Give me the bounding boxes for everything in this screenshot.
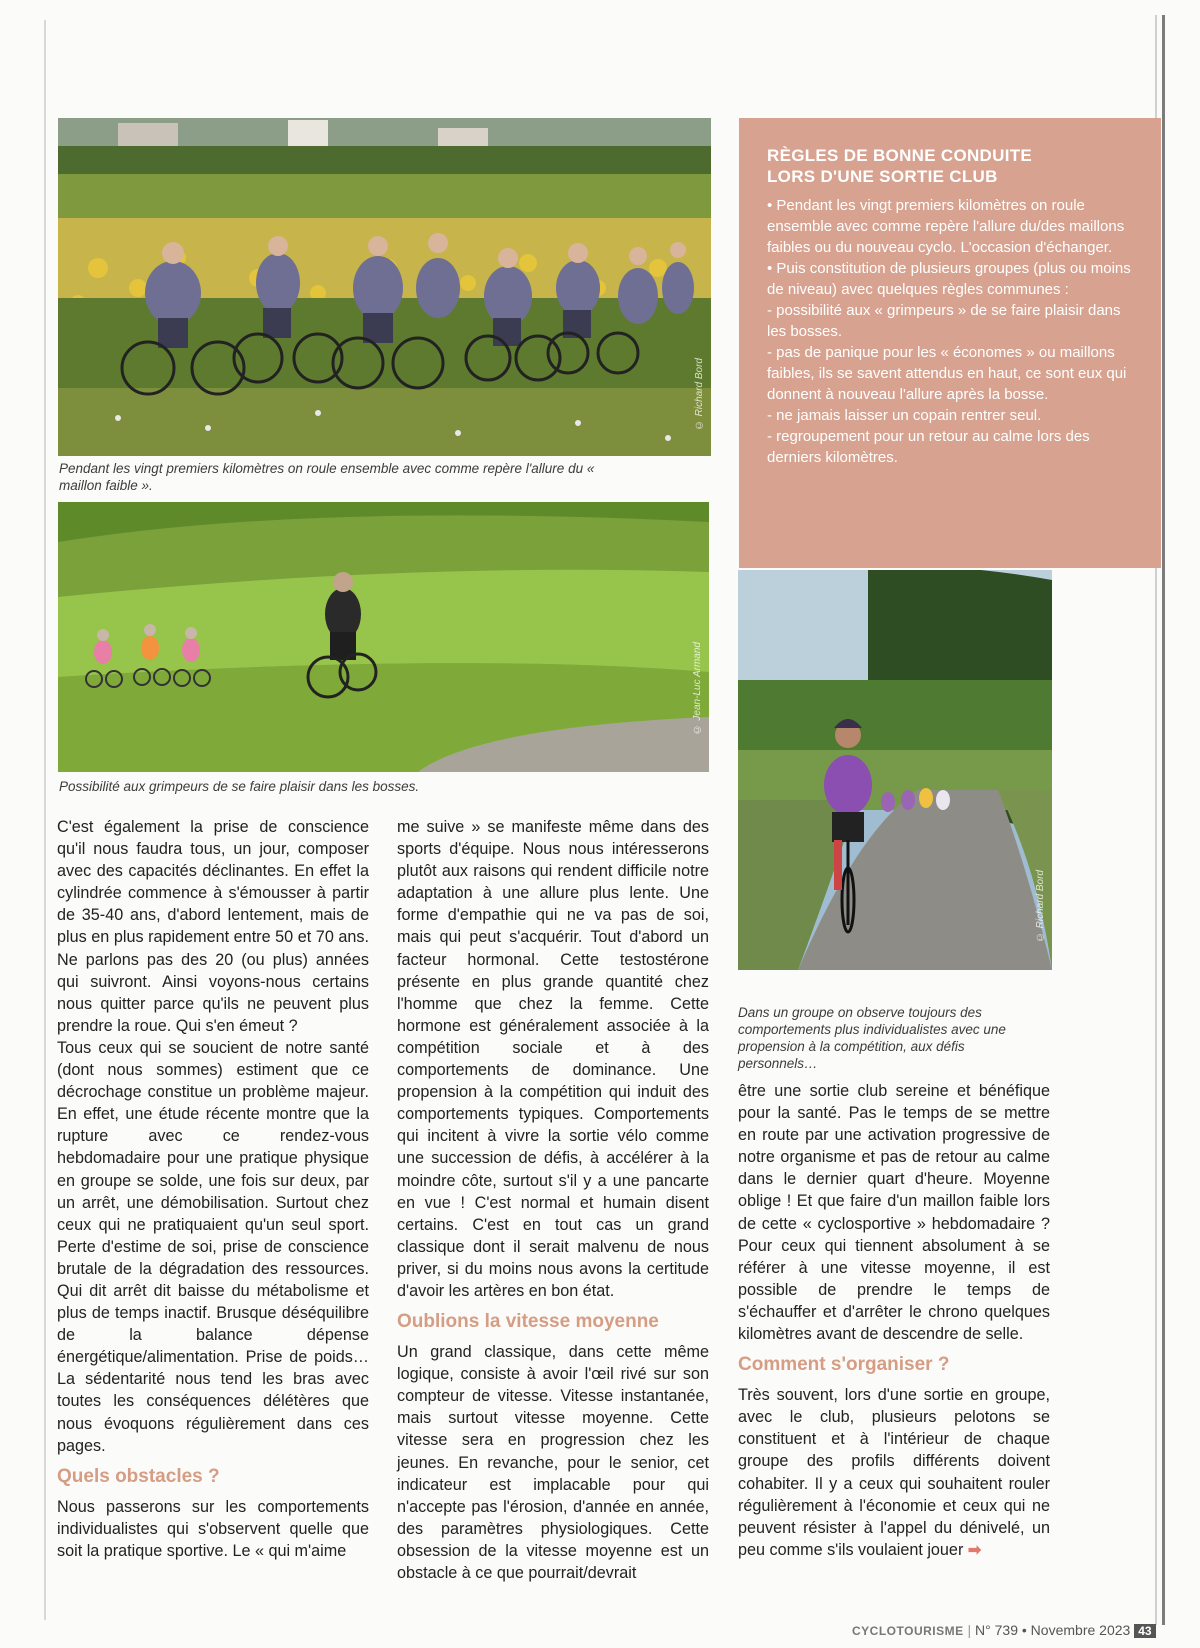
photo-climbers — [58, 502, 709, 772]
article-column-3 — [738, 1080, 1050, 1561]
rules-box-line: - possibilité aux « grimpeurs » de se faire plaisir dans les bosses. — [767, 302, 1121, 340]
photo-credit-middle: © Jean-Luc Armand — [692, 642, 703, 735]
page-edge-left — [44, 20, 46, 1620]
photo-peloton-art — [58, 118, 711, 456]
subheading-quels-obstacles: Quels obstacles ? — [57, 1465, 220, 1487]
footer-separator: | — [967, 1622, 976, 1638]
page-footer — [852, 1622, 1152, 1638]
photo-peloton — [58, 118, 711, 456]
article-paragraph: être une sortie club sereine et bénéfique pour la santé. Pas le temps de se mettre en route par une activation progressive de notre organisme et pas de retour au calme dans le dernier quart d'heure. Moyenne oblige ! Et que faire d'un maillon faible lors de cette « cyclosportive » hebdomadaire ? Pour ceux qui tiennent absolument à se référer à une vitesse moyenne, il est possible de prendre le temps de s'échauffer et d'arrêter le chrono quelques kilomètres avant de descendre de selle. — [738, 1082, 1050, 1344]
rules-box — [739, 118, 1161, 568]
subheading-vitesse-moyenne: Oublions la vitesse moyenne — [397, 1311, 659, 1333]
page-number: 43 — [1134, 1624, 1155, 1638]
article-column-1 — [57, 816, 369, 1562]
caption-middle: Possibilité aux grimpeurs de se faire plaisir dans les bosses. — [59, 779, 420, 794]
issue-info: N° 739 • Novembre 2023 — [975, 1622, 1131, 1638]
caption-right: Dans un groupe on observe toujours des comportements plus individualistes avec une propension à la compétition, aux défis personnels… — [738, 1005, 1006, 1071]
article-paragraph-text: Très souvent, lors d'une sortie en groupe, avec le club, plusieurs pelotons se constituent et à l'intérieur de chaque groupe des profils différents doivent cohabiter. Il y a ceux qui souhaitent rouler régulièrement à l'économie et ceux qui ne peuvent résister à l'appel du dénivelé, un peu comme s'ils voulaient jouer — [738, 1386, 1050, 1559]
article-paragraph: Un grand classique, dans cette même logique, consiste à avoir l'œil rivé sur son compteur de vitesse. Vitesse instantanée, mais surtout vitesse moyenne. Cette vitesse sera en progression chez les jeunes. En revanche, pour le senior, cet indicateur est implacable pour qui n'accepte pas l'érosion, d'année en année, des paramètres physiologiques. Cette obsession de la vitesse moyenne est un obstacle à ce que pourrait/devrait — [397, 1343, 709, 1582]
article-paragraph: Nous passerons sur les comportements individualistes qui s'observent quelle que soit la pratique sportive. Le « qui m'aime — [57, 1497, 369, 1560]
article-paragraph — [738, 1384, 1050, 1561]
continue-arrow-icon: ➡ — [967, 1540, 982, 1559]
rules-box-line: • Pendant les vingt premiers kilomètres on roule ensemble avec comme repère l'allure du/des maillons faibles ou du nouveau cyclo. L'occasion d'échanger. — [767, 197, 1125, 256]
rules-box-line: - ne jamais laisser un copain rentrer seul. — [767, 407, 1042, 424]
subheading-comment-s-organiser: Comment s'organiser ? — [738, 1354, 950, 1376]
article-paragraph: C'est également la prise de conscience qu'il nous faudra tous, un jour, composer avec des capacités déclinantes. En effet la cylindrée commence à s'émousser à partir de 35-40 ans, d'abord lentement, mais de plus en plus rapidement entre 50 et 70 ans. Ne parlons pas des 20 (ou plus) années qui suivront. Ainsi voyons-nous certains nous quitter parce qu'ils ne peuvent plus prendre la roue. Qui s'en émeut ? — [57, 818, 369, 1035]
magazine-name: CYCLOTOURISME — [852, 1624, 964, 1638]
caption-top: Pendant les vingt premiers kilomètres on roule ensemble avec comme repère l'allure du « maillon faible ». — [59, 461, 595, 493]
photo-credit-top: © Richard Bord — [694, 358, 705, 431]
rules-box-line: - pas de panique pour les « économes » ou maillons faibles, ils se savent attendus en haut, ce sont eux qui donnent à nouveau l'allure après la bosse. — [767, 344, 1127, 403]
photo-woman-cyclist — [738, 570, 1052, 970]
article-paragraph: me suive » se manifeste même dans des sports d'équipe. Nous nous intéresserons plutôt aux raisons qui rendent difficile notre adaptation à une allure plus lente. Une forme d'empathie qui ne va pas de soi, mais qui peut s'acquérir. Tout d'abord un facteur hormonal. Cette testostérone présente en plus grande quantité chez l'homme que chez la femme. Cette hormone est généralement associée à la compétition sociale et à des comportements de dominance. Une propension à la compétition qui induit des comportements typiques. Comportements qui incitent à vivre la sortie vélo comme une succession de défis, à accélérer à la moindre côte, surtout s'il y a une pancarte en vue ! C'est normal et humain disent certains. C'est en tout cas un grand classique dont il serait malvenu de nous priver, si du moins nous avons la certitude d'avoir les artères en bon état. — [397, 818, 709, 1300]
photo-credit-right: © Richard Bord — [1035, 870, 1046, 943]
photo-woman-cyclist-art — [738, 570, 1052, 970]
rules-box-line: • Puis constitution de plusieurs groupes (plus ou moins de niveau) avec quelques règles communes : — [767, 260, 1131, 298]
page-edge-right — [1162, 15, 1165, 1625]
article-paragraph: Tous ceux qui se soucient de notre santé (dont nous sommes) estiment que ce décrochage constitue un problème majeur. En effet, une étude récente montre que la rupture avec ce rendez-vous hebdomadaire pour une pratique physique en groupe se solde, une fois sur deux, par un arrêt, une démobilisation. Surtout chez ceux qui ne pratiquaient qu'un seul sport. Perte d'estime de soi, prise de conscience brutale de la dégradation des ressources. Qui dit arrêt dit baisse du métabolisme et plus de temps inactif. Brusque déséquilibre de la balance dépense énergétique/alimentation. Prise de poids… La sédentarité nous tend les bras avec toutes les conséquences délétères que nous évoquons régulièrement dans ces pages. — [57, 1038, 369, 1455]
article-column-2 — [397, 816, 709, 1584]
rules-box-title-line1: RÈGLES DE BONNE CONDUITE — [767, 146, 1033, 165]
rules-box-line: - regroupement pour un retour au calme lors des derniers kilomètres. — [767, 428, 1090, 466]
rules-box-title-line2: LORS D'UNE SORTIE CLUB — [767, 167, 998, 186]
photo-climbers-art — [58, 502, 709, 772]
